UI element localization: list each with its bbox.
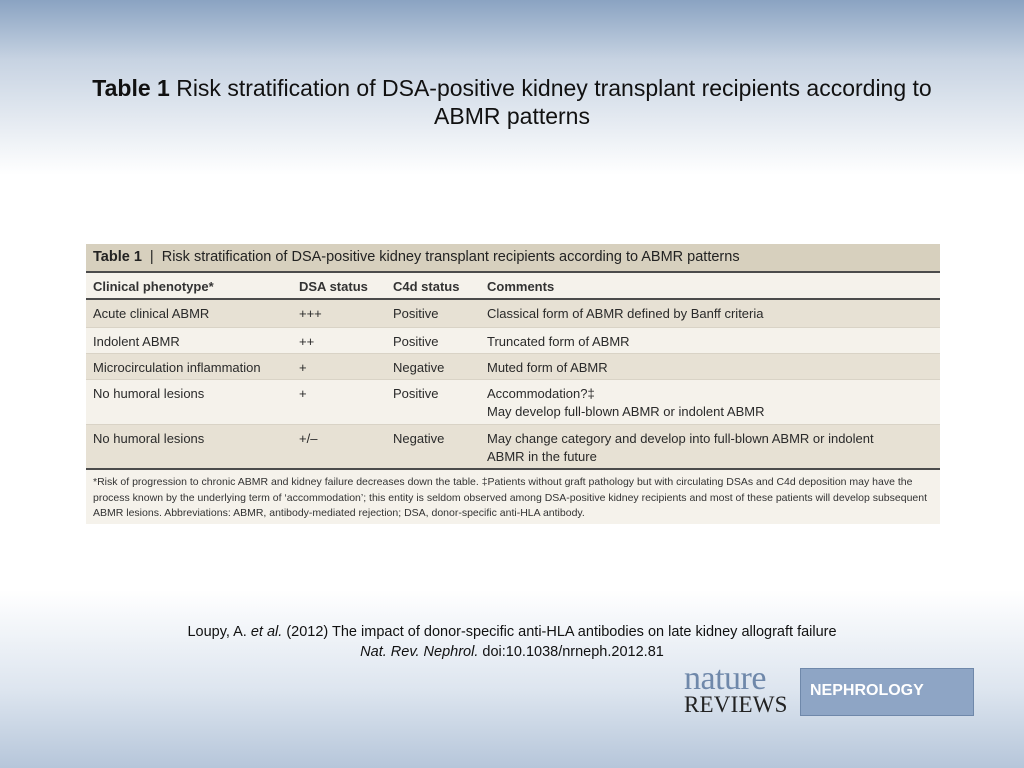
logo-reviews-text: REVIEWS bbox=[684, 692, 788, 717]
comment-line: Muted form of ABMR bbox=[487, 360, 608, 375]
cell-dsa: + bbox=[299, 360, 307, 375]
cell-c4d: Positive bbox=[393, 306, 439, 321]
comment-line: ABMR in the future bbox=[487, 449, 597, 464]
logo-wordmark bbox=[684, 660, 798, 718]
citation-line-2 bbox=[60, 642, 964, 662]
logo-section-box bbox=[800, 668, 974, 716]
comment-line: Classical form of ABMR defined by Banff criteria bbox=[487, 306, 764, 321]
cell-c4d: Positive bbox=[393, 386, 439, 401]
cell-dsa: ++ bbox=[299, 334, 315, 349]
cell-comments bbox=[487, 333, 940, 353]
comment-line: May change category and develop into full-blown ABMR or indolent bbox=[487, 431, 874, 446]
table-caption bbox=[86, 244, 940, 273]
table-header-row bbox=[86, 273, 940, 300]
comment-line: May develop full-blown ABMR or indolent ABMR bbox=[487, 404, 765, 419]
citation-journal: Nat. Rev. Nephrol. bbox=[360, 644, 479, 660]
comment-line: Truncated form of ABMR bbox=[487, 334, 630, 349]
cell-c4d: Negative bbox=[393, 360, 445, 375]
cell-dsa: +/– bbox=[299, 431, 318, 446]
cell-phenotype: Microcirculation inflammation bbox=[93, 360, 261, 375]
logo-section-text: NEPHROLOGY bbox=[810, 682, 924, 699]
cell-comments bbox=[487, 359, 940, 379]
table-row bbox=[86, 354, 940, 380]
table-row bbox=[86, 380, 940, 425]
table-caption-text: Risk stratification of DSA-positive kidney transplant recipients according to ABMR patterns bbox=[161, 249, 740, 265]
citation-doi: doi:10.1038/nrneph.2012.81 bbox=[478, 644, 664, 660]
cell-dsa: + bbox=[299, 386, 307, 401]
citation-etal: et al. bbox=[250, 624, 283, 640]
cell-phenotype: No humoral lesions bbox=[93, 386, 205, 401]
table-label: Table 1 bbox=[93, 249, 142, 265]
cell-phenotype: Acute clinical ABMR bbox=[93, 306, 210, 321]
nature-reviews-logo bbox=[684, 660, 974, 718]
citation bbox=[60, 622, 964, 662]
table-footnote: *Risk of progression to chronic ABMR and kidney failure decreases down the table. ‡Patients without graft pathology but with circulating DSAs and C4d deposition may have the process known by the underlying term of ‘accommodation’; this entity is seldom observed among DSA-positive kidney recipients and most of these patients will develop subsequent ABMR lesions. Abbreviations: ABMR, antibody-mediated rejection; DSA, donor-specific anti-HLA antibody. bbox=[93, 476, 928, 519]
col-header-c4d: C4d status bbox=[393, 279, 460, 294]
col-header-phenotype: Clinical phenotype* bbox=[93, 279, 214, 294]
slide-title-label: Table 1 bbox=[92, 75, 170, 101]
table-row bbox=[86, 425, 940, 470]
logo-nature-text: nature bbox=[684, 660, 766, 697]
table-row bbox=[86, 328, 940, 354]
cell-phenotype: Indolent ABMR bbox=[93, 334, 180, 349]
col-header-comments: Comments bbox=[487, 279, 555, 294]
cell-comments bbox=[487, 430, 940, 468]
table-figure bbox=[86, 244, 940, 524]
citation-author: Loupy, A. bbox=[187, 624, 251, 640]
comment-line: Accommodation?‡ bbox=[487, 386, 595, 401]
cell-dsa: +++ bbox=[299, 306, 322, 321]
slide-title-text: Risk stratification of DSA-positive kidney transplant recipients according to ABMR patterns bbox=[169, 75, 932, 129]
cell-phenotype: No humoral lesions bbox=[93, 431, 205, 446]
citation-title: (2012) The impact of donor-specific anti-HLA antibodies on late kidney allograft failure bbox=[282, 624, 837, 640]
slide-title bbox=[60, 74, 964, 130]
cell-comments bbox=[487, 385, 940, 424]
cell-c4d: Negative bbox=[393, 431, 445, 446]
cell-c4d: Positive bbox=[393, 334, 439, 349]
cell-comments bbox=[487, 305, 940, 327]
caption-separator: | bbox=[149, 249, 154, 265]
col-header-dsa: DSA status bbox=[299, 279, 368, 294]
table-row bbox=[86, 300, 940, 328]
citation-line-1 bbox=[60, 622, 964, 642]
